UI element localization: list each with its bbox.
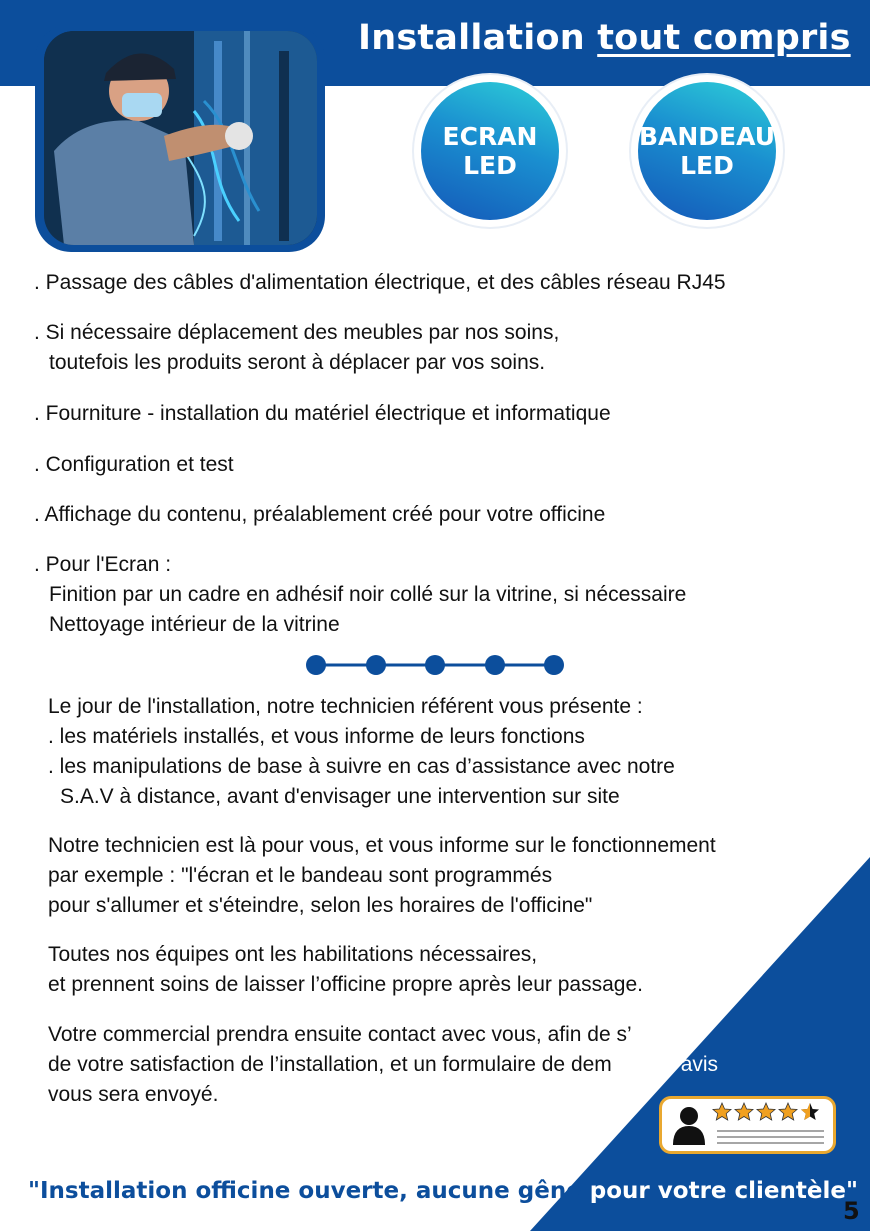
service-line: Finition par un cadre en adhésif noir collé sur la vitrine, si nécessaire [49,583,687,606]
paragraph-line: . les manipulations de base à suivre en cas d’assistance avec notre [48,755,675,778]
paragraph-line: . les matériels installés, et vous informe de leurs fonctions [48,725,585,748]
paragraph-teams [48,940,643,1000]
star-icon [735,1103,753,1120]
star-icon [779,1103,797,1120]
service-line: . Si nécessaire déplacement des meubles par nos soins, [34,321,560,344]
paragraph-line: Votre commercial prendra ensuite contact avec vous, afin de s’assurer [48,1023,702,1046]
paragraph-installation-day [48,692,675,812]
service-line: . Passage des câbles d'alimentation électrique, et des câbles réseau RJ45 [34,271,726,294]
page-title-emphasis: tout compris [597,18,851,58]
star-icon [757,1103,775,1120]
page-title: Installation tout compris [358,18,851,58]
review-illustration [662,1099,833,1151]
service-line: toutefois les produits seront à déplacer par vos soins. [49,351,546,374]
review-card [659,1096,836,1154]
paragraph-technician [48,831,716,921]
paragraph-line: Notre technicien est là pour vous, et vous informe sur le fonctionnement [48,834,716,857]
page-number: 5 [843,1197,860,1225]
star-rating [713,1103,819,1120]
paragraph-line: Toutes nos équipes ont les habilitations nécessaires, [48,943,538,966]
star-icon [713,1103,731,1120]
paragraph-line: par exemple : "l'écran et le bandeau sont programmés [48,864,553,887]
badge-label: BANDEAU LED [638,82,776,220]
paragraph-line: de votre satisfaction de l’installation, et un formulaire de demande d’avis [48,1053,719,1076]
service-line: . Fourniture - installation du matériel électrique et informatique [34,402,611,425]
paragraph-line: et prennent soins de laisser l’officine propre après leur passage. [48,973,643,996]
service-line: . Configuration et test [34,453,234,476]
service-line: . Pour l'Ecran : [34,553,172,576]
paragraph-line: Le jour de l'installation, notre technicien référent vous présente : [48,695,643,718]
footer-quote: "Installation officine ouverte, aucune gêne pour votre clientèle" [28,1178,858,1204]
badge-label: ECRAN LED [421,82,559,220]
paragraph-line: pour s'allumer et s'éteindre, selon les horaires de l'officine" [48,894,593,917]
paragraph-line: S.A.V à distance, avant d'envisager une intervention sur site [60,785,620,808]
service-line: Nettoyage intérieur de la vitrine [49,613,340,636]
paragraph-line: vous sera envoyé. [48,1083,219,1106]
paragraph-commercial [48,1020,718,1110]
user-icon [680,1107,698,1125]
service-line: . Affichage du contenu, préalablement créé pour votre officine [34,503,606,526]
